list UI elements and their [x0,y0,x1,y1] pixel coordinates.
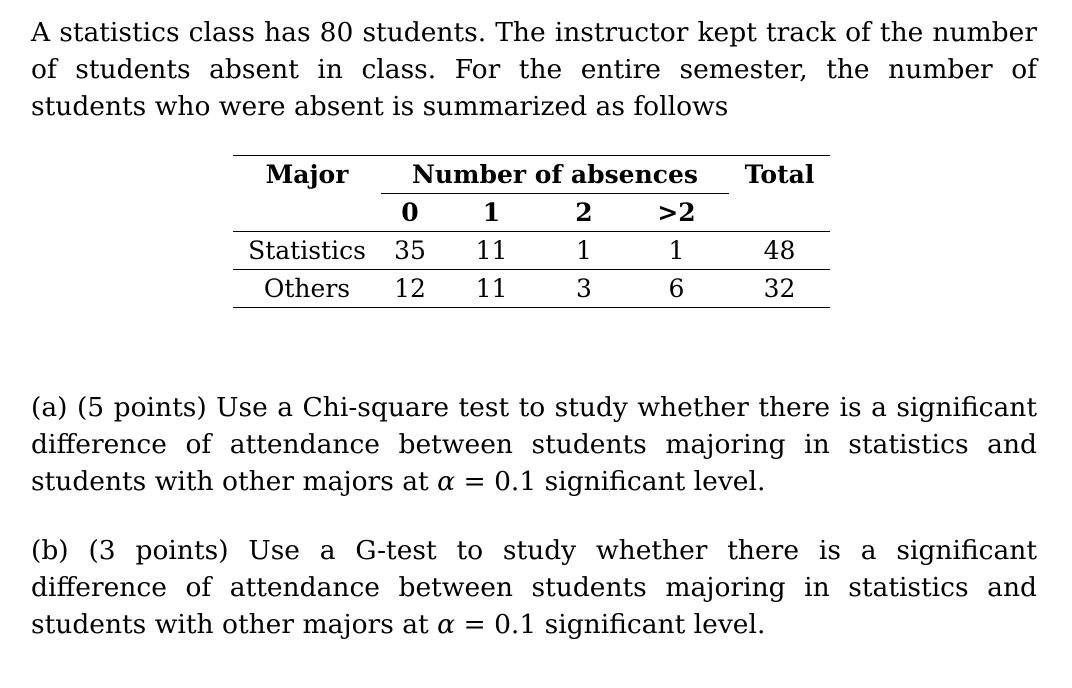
absence-table [233,155,830,308]
part-b-level: = 0.1 significant level. [455,609,766,640]
part-a-text: (a) (5 points) Use a Chi-square test to study whether there is a significant difference of attendance between students majoring in statistics and students with other majors at [31,392,1037,497]
header-major: Major [265,160,349,190]
table-cell: 35 [394,236,426,265]
part-a-level: = 0.1 significant level. [455,466,766,497]
table-cell: 3 [576,274,592,303]
subheader-2: 2 [575,198,593,227]
part-b-text: (b) (3 points) Use a G-test to study whether there is a significant difference of attendance between students majoring in statistics and students with other majors at [31,535,1037,640]
row-total: 48 [763,236,796,265]
table-cell: 11 [475,274,508,303]
header-total: Total [744,160,815,190]
alpha-symbol: α [437,609,456,640]
table-cell: 1 [576,236,592,265]
question-part-b [31,532,1037,643]
row-total: 32 [763,274,796,303]
table-row [233,270,830,308]
problem-intro [31,14,1037,125]
table-row [233,232,830,270]
table-cell: 1 [668,236,685,265]
table-cell: 6 [668,274,685,303]
alpha-symbol: α [437,466,456,497]
intro-text: A statistics class has 80 students. The instructor kept track of the number of students absent in class. For the entire semester, the number of students who were absent is summarized as follows [31,17,1037,122]
subheader-1: 1 [482,198,501,227]
row-label-statistics: Statistics [248,236,366,265]
question-part-a [31,389,1037,500]
row-label-others: Others [263,274,351,303]
header-number-of-absences: Number of absences [381,156,729,194]
table-cell: 11 [475,236,508,265]
table-cell: 12 [394,274,426,303]
subheader-more-than-2: >2 [657,198,696,227]
subheader-0: 0 [401,198,419,227]
